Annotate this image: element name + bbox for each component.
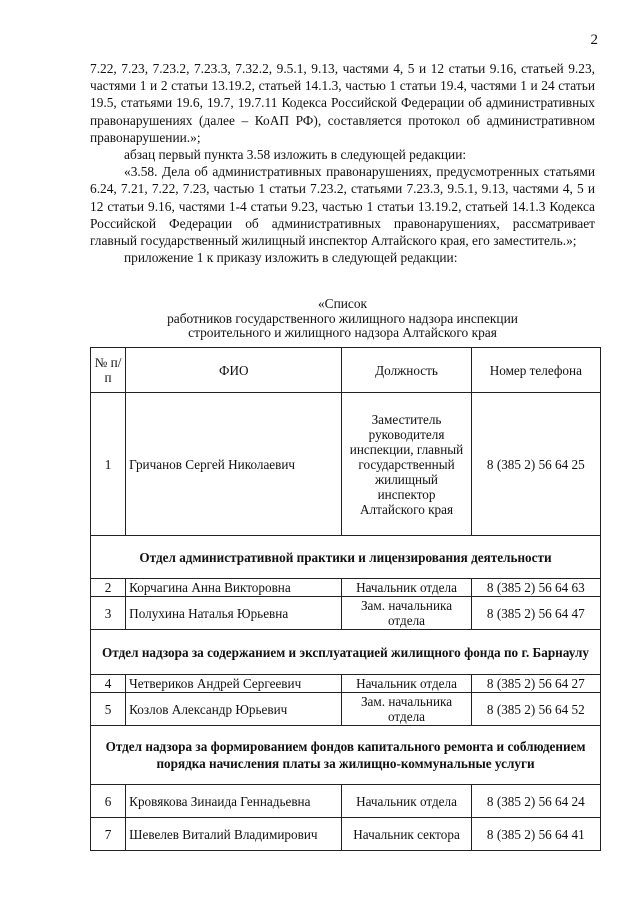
row-name: Корчагина Анна Викторовна — [126, 579, 342, 597]
header-name: ФИО — [126, 348, 342, 393]
row-position: Начальник отдела — [342, 785, 471, 818]
row-phone: 8 (385 2) 56 64 24 — [471, 785, 600, 818]
department-row — [91, 536, 601, 579]
row-num: 4 — [91, 675, 126, 693]
table-row — [91, 597, 601, 630]
list-title-line-3: строительного и жилищного надзора Алтайского края — [188, 325, 497, 340]
list-title-line-1: «Список — [317, 296, 368, 311]
row-position: Начальник отдела — [342, 579, 471, 597]
row-position: Зам. начальника отдела — [342, 693, 471, 726]
row-num: 3 — [91, 597, 126, 630]
row-position: Начальник сектора — [342, 818, 471, 851]
department-row — [91, 630, 601, 675]
header-position: Должность — [342, 348, 471, 393]
row-name: Четвериков Андрей Сергеевич — [126, 675, 342, 693]
row-phone: 8 (385 2) 56 64 41 — [471, 818, 600, 851]
staff-table — [90, 347, 601, 851]
row-num: 1 — [91, 393, 126, 536]
row-phone: 8 (385 2) 56 64 25 — [471, 393, 600, 536]
list-title-line-2: работников государственного жилищного надзора инспекции — [167, 310, 518, 326]
row-phone: 8 (385 2) 56 64 63 — [471, 579, 600, 597]
paragraph-instruction-appendix: приложение 1 к приказу изложить в следующей редакции: — [124, 250, 458, 266]
row-position: Зам. начальника отдела — [342, 597, 471, 630]
paragraph-instruction-3-58: абзац первый пункта 3.58 изложить в следующей редакции: — [124, 147, 467, 163]
row-position: Заместитель руководителя инспекции, главный государственный жилищный инспектор Алтайского края — [342, 393, 471, 536]
body-text — [90, 60, 595, 266]
row-num: 6 — [91, 785, 126, 818]
row-position: Начальник отдела — [342, 675, 471, 693]
row-name: Полухина Наталья Юрьевна — [126, 597, 342, 630]
department-row — [91, 726, 601, 785]
paragraph-continuation: 7.22, 7.23, 7.23.2, 7.23.3, 7.32.2, 9.5.1, 9.13, частями 4, 5 и 12 статьи 9.16, статьей 9.23, частями 1 и 2 статьи 13.19.2, статьей 14.1.3, частью 1 статьи 19.4, частями 1 и 24 статьи 19.5, статьями 19.6, 19.7, 19.7.11 Кодекса Российской Федерации об административных правонарушениях (далее – КоАП РФ), составляется протокол об административном правонарушении.»; — [90, 61, 595, 145]
list-title — [90, 297, 595, 341]
table-row — [91, 675, 601, 693]
row-name: Гричанов Сергей Николаевич — [126, 393, 342, 536]
row-name: Шевелев Виталий Владимирович — [126, 818, 342, 851]
header-num: № п/п — [91, 348, 126, 393]
table-header-row — [91, 348, 601, 393]
department-title: Отдел надзора за содержанием и эксплуатацией жилищного фонда по г. Барнаулу — [91, 630, 601, 675]
table-row — [91, 818, 601, 851]
header-phone: Номер телефона — [471, 348, 600, 393]
paragraph-clause-3-58: «3.58. Дела об административных правонарушениях, предусмотренных статьями 6.24, 7.21, 7.22, 7.23, частью 1 статьи 7.23.2, статьями 7.23.3, 9.5.1, 9.13, частями 4, 5 и 12 статьи 9.16, частями 1-4 статьи 9.23, частью 1 статьи 13.19.2, статьей 14.1.3 Кодекса Российской Федерации об административных правонарушениях, рассматривает главный государственный жилищный инспектор Алтайского края, его заместитель.»; — [90, 164, 595, 249]
table-row — [91, 579, 601, 597]
row-phone: 8 (385 2) 56 64 52 — [471, 693, 600, 726]
row-num: 2 — [91, 579, 126, 597]
row-phone: 8 (385 2) 56 64 27 — [471, 675, 600, 693]
table-row — [91, 693, 601, 726]
row-num: 5 — [91, 693, 126, 726]
table-row — [91, 785, 601, 818]
row-name: Козлов Александр Юрьевич — [126, 693, 342, 726]
table-row — [91, 393, 601, 536]
page-number: 2 — [590, 32, 598, 48]
row-phone: 8 (385 2) 56 64 47 — [471, 597, 600, 630]
department-title: Отдел надзора за формированием фондов капитального ремонта и соблюдением порядка начисления платы за жилищно-коммунальные услуги — [91, 726, 601, 785]
row-name: Кровякова Зинаида Геннадьевна — [126, 785, 342, 818]
row-num: 7 — [91, 818, 126, 851]
department-title: Отдел административной практики и лицензирования деятельности — [91, 536, 601, 579]
